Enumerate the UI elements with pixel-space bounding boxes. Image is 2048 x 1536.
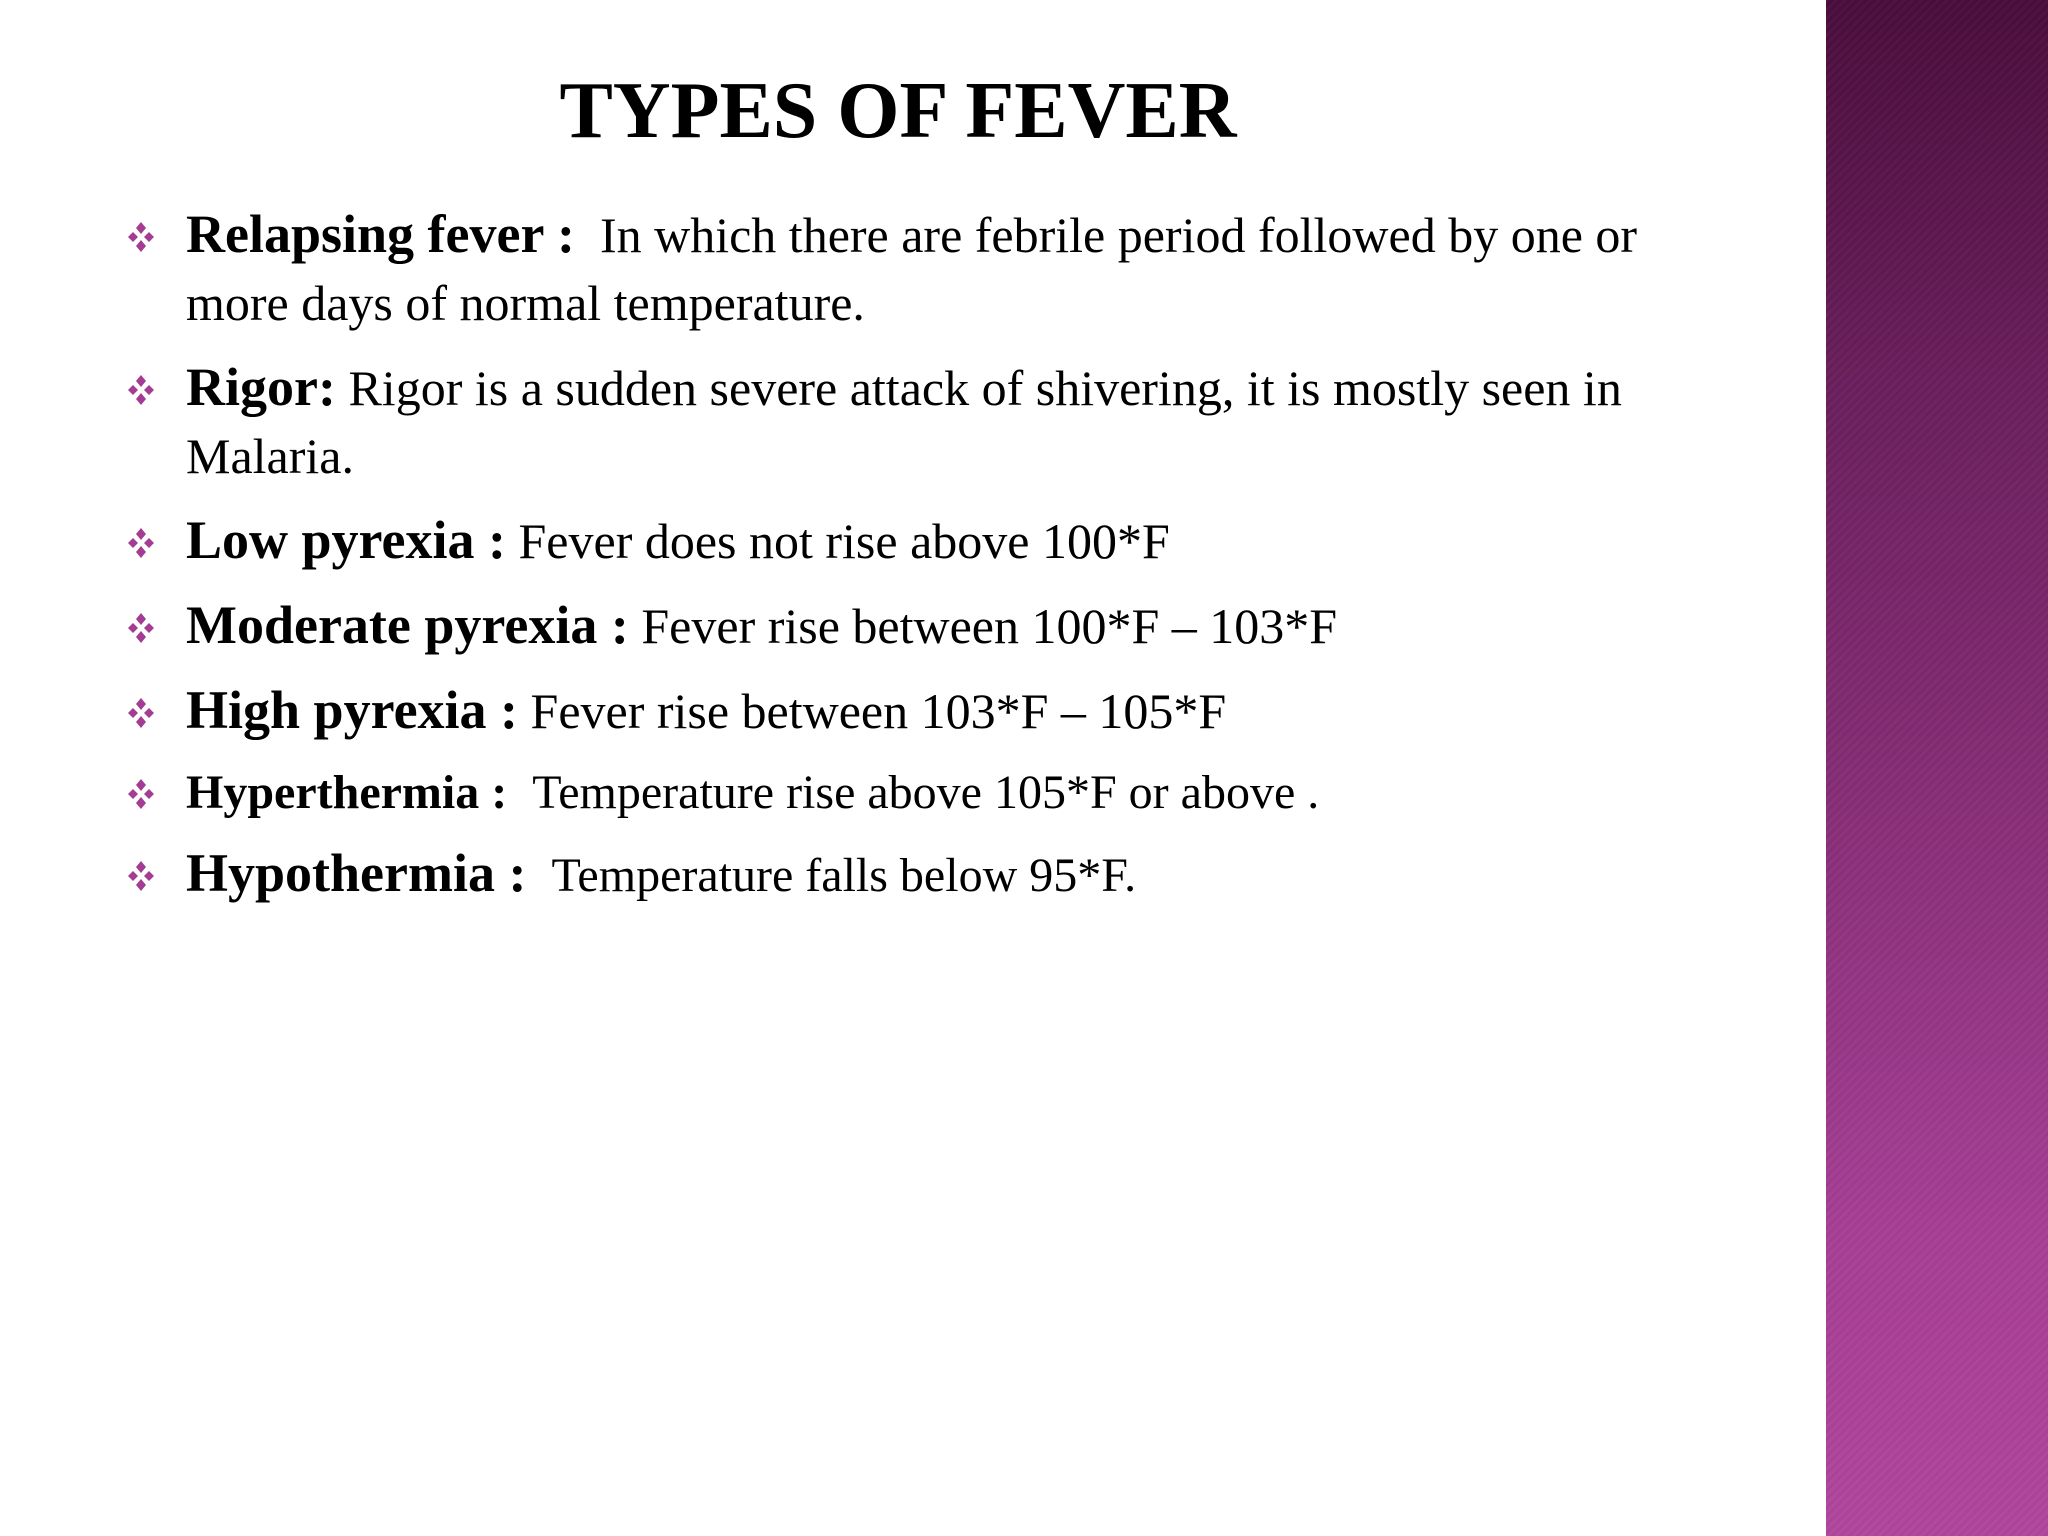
four-diamond-bullet-icon [124, 611, 158, 645]
bullet-term: Low pyrexia : [186, 510, 506, 570]
bullet-item-hypothermia [124, 839, 1724, 910]
bullet-item-hyperthermia [124, 757, 1724, 827]
four-diamond-bullet-icon [124, 777, 158, 811]
bullet-term: Hypothermia : [186, 843, 527, 903]
bullet-term: Moderate pyrexia : [186, 595, 629, 655]
bullet-item-rigor [124, 353, 1724, 490]
four-diamond-bullet-icon [124, 526, 158, 560]
bullet-description: Rigor is a sudden severe attack of shivering, it is mostly seen in Malaria. [186, 360, 1622, 484]
bullet-description: Fever rise between 100*F – 103*F [641, 598, 1338, 654]
bullet-item-moderate-pyrexia [124, 591, 1724, 660]
slide-title: TYPES OF FEVER [559, 67, 1237, 155]
bullet-description: Fever rise between 103*F – 105*F [530, 683, 1227, 739]
bullet-description: Temperature rise above 105*F or above . [532, 766, 1320, 819]
four-diamond-bullet-icon [124, 220, 158, 254]
bullet-term: Hyperthermia : [186, 766, 508, 819]
four-diamond-bullet-icon [124, 373, 158, 407]
bullet-description: Fever does not rise above 100*F [518, 513, 1170, 569]
decorative-side-band [1826, 0, 2048, 1536]
bullet-item-high-pyrexia [124, 676, 1724, 745]
bullet-description: In which there are febrile period followed by one or more days of normal temperature. [186, 207, 1638, 331]
four-diamond-bullet-icon [124, 859, 158, 893]
bullet-item-low-pyrexia [124, 506, 1724, 575]
four-diamond-bullet-icon [124, 696, 158, 730]
bullet-item-relapsing-fever [124, 200, 1724, 337]
bullet-term: Rigor: [186, 357, 336, 417]
bullet-term: High pyrexia : [186, 680, 519, 740]
bullet-list [124, 200, 1724, 910]
bullet-term: Relapsing fever : [186, 204, 575, 264]
bullet-description: Temperature falls below 95*F. [551, 849, 1137, 902]
